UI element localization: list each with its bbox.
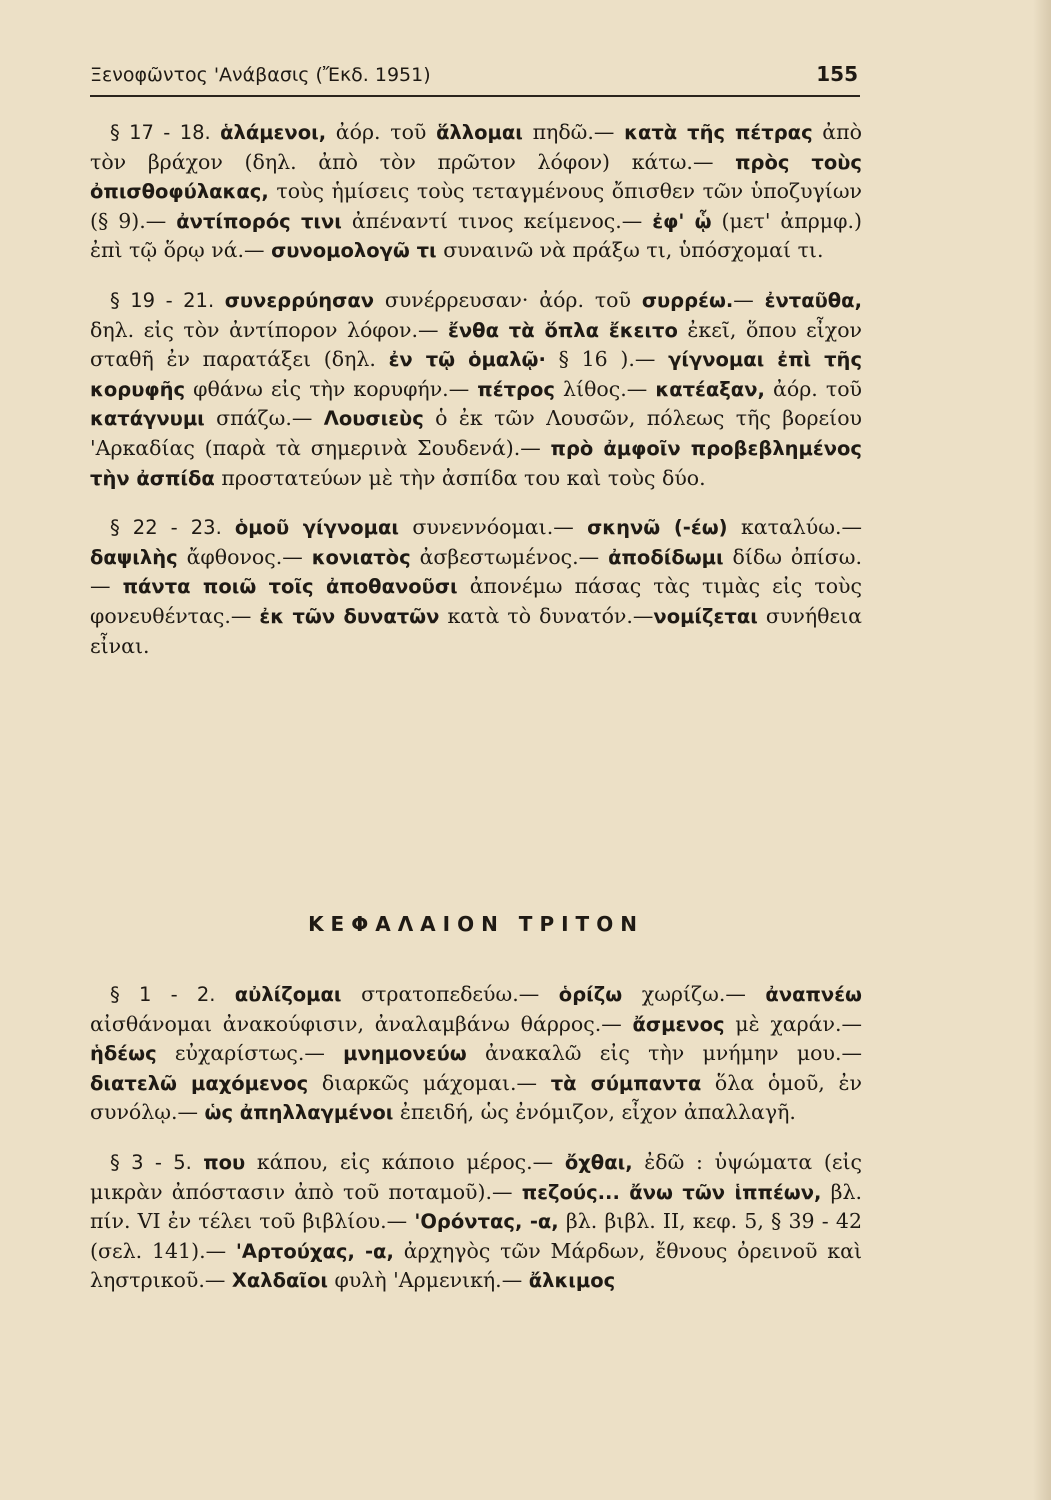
lemma: γίγνομαι ἐπὶ τῆς κορυφῆς (90, 348, 863, 401)
lemma: νομίζεται (653, 604, 758, 628)
header-title: Ξενοφῶντος 'Ανάβασις (Ἔκδ. 1951) (90, 64, 431, 86)
gloss: δίδω ὀπίσω.— (90, 544, 862, 599)
notes-block-2 (90, 980, 862, 1296)
lemma: πρὸς τοὺς ὀπισθοφύλακας, (90, 150, 862, 204)
gloss: (μετ' ἀπρμφ.) ἐπὶ τῷ ὅρῳ νά.— (90, 208, 862, 263)
lemma: 'Αρτούχας, -α, (235, 1239, 394, 1263)
lemma: Χαλδαῖοι (231, 1269, 329, 1293)
gloss: ὅλα ὁμοῦ, ἐν συνόλῳ.— (90, 1070, 862, 1125)
lemma: σκηνῶ (-έω) (587, 516, 728, 540)
note-paragraph (90, 286, 862, 493)
gloss: ἀσβεστωμένος.— (410, 544, 609, 569)
lemma: ἔνθα τὰ ὅπλα ἔκειτο (448, 318, 678, 342)
gloss: ἀνακαλῶ εἰς τὴν μνήμην μου.— (466, 1041, 862, 1066)
gloss: φθάνω εἰς τὴν κορυφήν.— (185, 376, 478, 401)
gloss: τοὺς ἡμίσεις τοὺς τεταγμένους ὄπισθεν τῶν ὑποζυγίων (§ 9).— (90, 179, 862, 233)
note-paragraph (90, 118, 862, 266)
gloss: κατὰ τὸ δυνατόν.— (439, 603, 654, 628)
lemma: ἄλκιμος (528, 1269, 616, 1293)
gloss: στρατοπεδεύω.— (341, 982, 559, 1006)
lemma: 'Ορόντας, -α, (414, 1210, 559, 1234)
page-edge-shadow (1033, 0, 1051, 1500)
lemma: Λουσιεὺς (323, 407, 424, 431)
gloss: εὐχαρίστως.— (156, 1041, 344, 1066)
section-marker: § 1 - 2. (110, 983, 235, 1006)
gloss: κάπου, εἰς κάποιο μέρος.— (245, 1149, 565, 1174)
note-paragraph (90, 980, 862, 1128)
section-marker: § 19 - 21. (110, 288, 225, 312)
lemma: πεζούς... ἄνω τῶν ἱππέων, (521, 1180, 822, 1204)
note-paragraph (90, 1148, 862, 1296)
lemma: ὁρίζω (558, 983, 623, 1006)
lemma: ἡδέως (90, 1042, 157, 1066)
lemma: πάντα ποιῶ τοῖς ἀποθανοῦσι (122, 575, 458, 599)
section-marker: § 22 - 23. (110, 516, 235, 540)
gloss: ἐπειδή, ὡς ἐνόμιζον, εἶχον ἀπαλλαγῆ. (393, 1100, 796, 1125)
lemma: μνημονεύω (343, 1042, 467, 1066)
note-paragraph (90, 513, 862, 661)
gloss: συνέρρευσαν· ἀόρ. τοῦ (374, 287, 642, 312)
gloss: πηδῶ.— (522, 120, 625, 144)
gloss: χωρίζω.— (622, 982, 766, 1006)
lemma: κονιατὸς (311, 545, 411, 569)
gloss: μὲ χαράν.— (724, 1011, 862, 1036)
lemma: ἐφ' ᾧ (652, 209, 712, 233)
gloss: ὁ ἐκ τῶν Λουσῶν, πόλεως τῆς βορείου 'Αρκαδίας (παρὰ τὰ σημερινὰ Σουδενά).— (90, 406, 863, 460)
lemma: κατέαξαν, (655, 377, 765, 401)
gloss: φυλὴ 'Αρμενική.— (328, 1268, 529, 1293)
lemma: ἀναπνέω (765, 983, 863, 1006)
lemma: ἄσμενος (632, 1012, 725, 1036)
gloss: ἀπὸ τὸν βράχον (δηλ. ἀπὸ τὸν πρῶτον λόφον) κάτω.— (90, 120, 862, 174)
gloss: καταλύω.— (727, 515, 862, 540)
notes-block-1 (90, 118, 862, 661)
running-header (90, 62, 860, 86)
lemma: συρρέω. (641, 288, 734, 312)
gloss: ἀπέναντί τινος κείμενος.— (341, 208, 653, 233)
gloss: αἰσθάνομαι ἀνακούφισιν, ἀναλαμβάνω θάρρος.— (90, 1011, 633, 1036)
lemma: κατάγνυμι (90, 407, 205, 431)
lemma: ὡς ἀπηλλαγμένοι (204, 1101, 394, 1125)
gloss: ἐδῶ : ὑψώματα (εἰς μικρὰν ἀπόστασιν ἀπὸ τοῦ ποταμοῦ).— (90, 1149, 862, 1204)
gloss: διαρκῶς μάχομαι.— (308, 1070, 551, 1095)
gloss: δηλ. εἰς τὸν ἀντίπορον λόφον.— (90, 317, 449, 342)
gloss: συνεννόομαι.— (398, 515, 588, 540)
section-marker: § 17 - 18. (110, 121, 221, 144)
lemma: ἀντίπορός τινι (176, 209, 342, 233)
lemma: τὰ σύμπαντα (550, 1071, 702, 1095)
lemma: πέτρος (477, 377, 555, 401)
chapter-heading: ΚΕΦΑΛΑΙΟΝ ΤΡΙΤΟΝ (308, 912, 644, 936)
gloss: βλ. βιβλ. II, κεφ. 5, § 39 - 42 (σελ. 141).— (90, 1209, 862, 1263)
lemma: διατελῶ μαχόμενος (90, 1071, 309, 1095)
lemma: ἁλάμενοι, (220, 121, 327, 144)
lemma: που (203, 1150, 246, 1174)
gloss: — (733, 287, 765, 312)
lemma: ἐκ τῶν δυνατῶν (259, 604, 440, 628)
gloss: συνήθεια εἶναι. (90, 603, 862, 658)
gloss: § 16 ).— (545, 347, 669, 372)
lemma: ὄχθαι, (564, 1150, 633, 1174)
gloss: ἀρχηγὸς τῶν Μάρδων, ἔθνους ὀρεινοῦ καὶ ληστρικοῦ.— (90, 1238, 862, 1293)
gloss: λίθος.— (554, 376, 656, 401)
lemma: κατὰ τῆς πέτρας (624, 121, 813, 144)
gloss: προστατεύων μὲ τὴν ἀσπίδα του καὶ τοὺς δύο. (214, 465, 706, 490)
lemma: αὐλίζομαι (234, 983, 342, 1006)
lemma: ὁμοῦ γίγνομαι (234, 516, 399, 540)
gloss: βλ. πίν. VI ἐν τέλει τοῦ βιβλίου.— (90, 1179, 862, 1234)
gloss: συναινῶ νὰ πράξω τι, ὑπόσχομαί τι. (436, 238, 824, 263)
section-marker: § 3 - 5. (110, 1150, 204, 1174)
lemma: ἐνταῦθα, (764, 288, 862, 312)
gloss: ἀόρ. τοῦ (764, 376, 862, 401)
gloss: ἐκεῖ, ὅπου εἶχον σταθῆ ἐν παρατάξει (δηλ. (90, 317, 863, 372)
lemma: συνομολογῶ τι (271, 239, 437, 263)
lemma: ἅλλομαι (436, 121, 523, 144)
gloss: ἄφθονος.— (177, 544, 312, 569)
lemma: δαψιλὴς (90, 545, 178, 569)
page-number: 155 (816, 62, 858, 86)
gloss: ἀπονέμω πάσας τὰς τιμὰς εἰς τοὺς φονευθέντας.— (90, 574, 862, 628)
lemma: ἐν τῷ ὁμαλῷ· (388, 348, 546, 372)
lemma: πρὸ ἀμφοῖν προβεβλημένος τὴν ἀσπίδα (90, 436, 862, 490)
header-rule (90, 95, 860, 97)
gloss: σπάζω.— (204, 406, 324, 431)
gloss: ἀόρ. τοῦ (326, 120, 437, 144)
lemma: συνερρύησαν (224, 288, 375, 312)
lemma: ἀποδίδωμι (608, 545, 724, 569)
